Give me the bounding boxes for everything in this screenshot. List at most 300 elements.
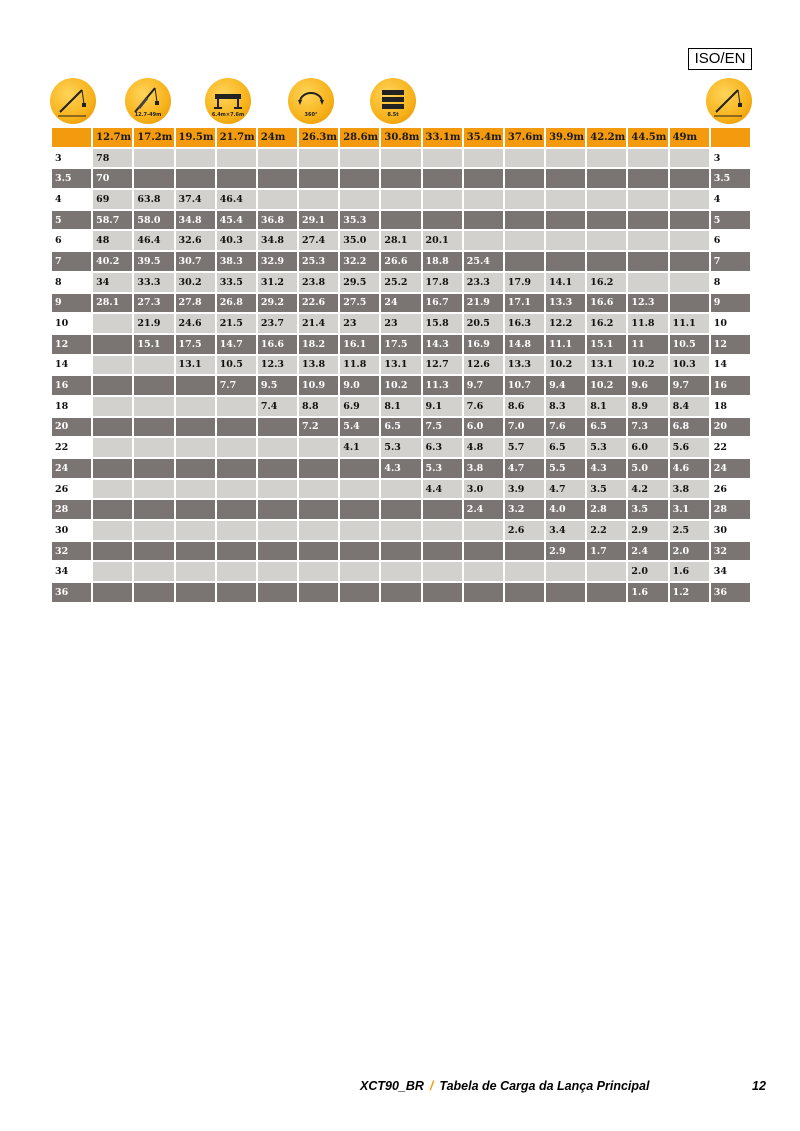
load-cell: [134, 169, 173, 190]
load-cell: 12.3: [258, 356, 297, 377]
radius-cell: 20: [52, 418, 91, 439]
load-cell: 10.9: [299, 376, 338, 397]
radius-cell: 24: [711, 459, 750, 480]
load-cell: [587, 211, 626, 232]
load-cell: [423, 169, 462, 190]
load-cell: [176, 583, 215, 604]
load-cell: 16.3: [505, 314, 544, 335]
load-cell: 4.7: [505, 459, 544, 480]
header-boom-length: 30.8m: [381, 128, 420, 149]
table-row: [52, 190, 750, 211]
load-cell: [628, 231, 667, 252]
radius-cell: 22: [52, 438, 91, 459]
load-cell: [134, 562, 173, 583]
load-cell: [505, 211, 544, 232]
header-radius-left: [52, 128, 91, 149]
load-cell: 4.1: [340, 438, 379, 459]
load-cell: 6.0: [464, 418, 503, 439]
load-cell: [340, 149, 379, 170]
radius-cell: 12: [711, 335, 750, 356]
radius-cell: 32: [52, 542, 91, 563]
load-cell: 21.5: [217, 314, 256, 335]
header-boom-length: 35.4m: [464, 128, 503, 149]
load-cell: 20.5: [464, 314, 503, 335]
load-cell: 11.1: [670, 314, 709, 335]
load-cell: [546, 231, 585, 252]
load-cell: 4.4: [423, 480, 462, 501]
load-cell: 23.7: [258, 314, 297, 335]
load-cell: 16.7: [423, 294, 462, 315]
load-cell: 4.2: [628, 480, 667, 501]
load-cell: 15.1: [587, 335, 626, 356]
table-row: [52, 418, 750, 439]
load-cell: 8.8: [299, 397, 338, 418]
load-cell: [258, 521, 297, 542]
load-cell: 17.5: [176, 335, 215, 356]
load-cell: [381, 149, 420, 170]
load-cell: 13.1: [587, 356, 626, 377]
load-cell: [258, 149, 297, 170]
load-cell: 7.2: [299, 418, 338, 439]
load-cell: [258, 459, 297, 480]
load-cell: 8.1: [381, 397, 420, 418]
load-cell: 5.0: [628, 459, 667, 480]
footer: [360, 1079, 760, 1093]
load-cell: 9.6: [628, 376, 667, 397]
load-cell: [258, 480, 297, 501]
load-cell: 17.1: [505, 294, 544, 315]
radius-cell: 36: [711, 583, 750, 604]
load-cell: 4.0: [546, 500, 585, 521]
load-cell: [134, 583, 173, 604]
load-cell: [505, 231, 544, 252]
radius-cell: 20: [711, 418, 750, 439]
load-cell: [423, 149, 462, 170]
load-cell: 13.1: [176, 356, 215, 377]
radius-cell: 7: [711, 252, 750, 273]
load-cell: 24: [381, 294, 420, 315]
load-chart-table: [50, 128, 752, 604]
load-cell: 11.8: [628, 314, 667, 335]
load-cell: [217, 149, 256, 170]
load-cell: [546, 190, 585, 211]
load-cell: [423, 583, 462, 604]
load-cell: [587, 149, 626, 170]
load-cell: 28.1: [93, 294, 132, 315]
load-cell: 12.7: [423, 356, 462, 377]
load-cell: 10.5: [670, 335, 709, 356]
table-header: [52, 128, 750, 149]
radius-cell: 26: [52, 480, 91, 501]
load-cell: 6.5: [587, 418, 626, 439]
header-boom-length: 26.3m: [299, 128, 338, 149]
load-cell: 7.5: [423, 418, 462, 439]
load-cell: 2.4: [628, 542, 667, 563]
load-cell: 34.8: [258, 231, 297, 252]
load-cell: 40.3: [217, 231, 256, 252]
load-cell: [423, 521, 462, 542]
load-cell: [93, 335, 132, 356]
load-cell: [217, 583, 256, 604]
load-cell: 17.5: [381, 335, 420, 356]
load-cell: 14.1: [546, 273, 585, 294]
load-cell: 35.0: [340, 231, 379, 252]
radius-cell: 34: [52, 562, 91, 583]
load-cell: [670, 169, 709, 190]
load-cell: [258, 583, 297, 604]
table-row: [52, 231, 750, 252]
load-cell: [134, 397, 173, 418]
load-cell: [381, 211, 420, 232]
load-cell: 5.3: [587, 438, 626, 459]
load-cell: 3.5: [587, 480, 626, 501]
load-cell: [546, 562, 585, 583]
load-cell: [628, 273, 667, 294]
load-cell: [587, 190, 626, 211]
load-cell: [464, 521, 503, 542]
load-cell: [381, 190, 420, 211]
table-row: [52, 169, 750, 190]
iso-en-badge: ISO/EN: [688, 48, 752, 70]
table-body: [52, 149, 750, 604]
load-cell: 1.6: [670, 562, 709, 583]
load-cell: 14.7: [217, 335, 256, 356]
load-cell: 2.5: [670, 521, 709, 542]
icon-caption: 360°: [304, 112, 318, 118]
load-cell: 16.6: [258, 335, 297, 356]
load-cell: [93, 314, 132, 335]
load-cell: [217, 459, 256, 480]
load-cell: 27.3: [134, 294, 173, 315]
load-cell: [381, 500, 420, 521]
load-cell: [217, 542, 256, 563]
icon-caption: 12.7-49m: [134, 112, 162, 118]
load-cell: 14.3: [423, 335, 462, 356]
load-cell: 29.1: [299, 211, 338, 232]
radius-cell: 30: [711, 521, 750, 542]
load-cell: [340, 480, 379, 501]
load-cell: [381, 562, 420, 583]
load-cell: [134, 542, 173, 563]
load-cell: 2.0: [628, 562, 667, 583]
load-cell: 21.9: [464, 294, 503, 315]
table-row: [52, 397, 750, 418]
table-row: [52, 294, 750, 315]
load-cell: 38.3: [217, 252, 256, 273]
load-cell: 9.7: [670, 376, 709, 397]
load-cell: [628, 190, 667, 211]
load-cell: 9.4: [546, 376, 585, 397]
load-cell: 10.2: [546, 356, 585, 377]
load-cell: [176, 376, 215, 397]
load-cell: 32.2: [340, 252, 379, 273]
load-cell: [505, 149, 544, 170]
load-cell: 2.6: [505, 521, 544, 542]
load-cell: 11.3: [423, 376, 462, 397]
load-cell: [93, 521, 132, 542]
header-boom-length: 44.5m: [628, 128, 667, 149]
load-cell: 13.1: [381, 356, 420, 377]
radius-cell: 22: [711, 438, 750, 459]
load-cell: [134, 459, 173, 480]
load-cell: 48: [93, 231, 132, 252]
load-cell: [217, 169, 256, 190]
table-row: [52, 438, 750, 459]
doc-title: Tabela de Carga da Lança Principal: [439, 1079, 650, 1093]
load-cell: [299, 542, 338, 563]
load-cell: 4.8: [464, 438, 503, 459]
load-cell: [587, 169, 626, 190]
header-boom-length: 39.9m: [546, 128, 585, 149]
load-cell: [176, 149, 215, 170]
load-cell: [546, 149, 585, 170]
radius-cell: 9: [52, 294, 91, 315]
load-cell: 22.6: [299, 294, 338, 315]
load-cell: 11.1: [546, 335, 585, 356]
load-cell: [340, 583, 379, 604]
load-cell: [340, 500, 379, 521]
load-cell: 29.5: [340, 273, 379, 294]
radius-cell: 32: [711, 542, 750, 563]
load-cell: 5.6: [670, 438, 709, 459]
radius-cell: 24: [52, 459, 91, 480]
load-cell: 58.0: [134, 211, 173, 232]
load-cell: [93, 356, 132, 377]
load-cell: [546, 211, 585, 232]
table-row: [52, 252, 750, 273]
load-cell: 3.4: [546, 521, 585, 542]
load-cell: [340, 521, 379, 542]
radius-cell: 14: [52, 356, 91, 377]
load-cell: 27.4: [299, 231, 338, 252]
load-cell: 30.7: [176, 252, 215, 273]
load-cell: [217, 397, 256, 418]
header-boom-length: 12.7m: [93, 128, 132, 149]
header-boom-length: 21.7m: [217, 128, 256, 149]
load-cell: [464, 542, 503, 563]
load-cell: 16.9: [464, 335, 503, 356]
icon-caption: 6.4m×7.6m: [211, 112, 245, 118]
load-cell: [546, 252, 585, 273]
load-cell: [176, 480, 215, 501]
radius-cell: 10: [711, 314, 750, 335]
load-cell: 46.4: [217, 190, 256, 211]
table-row: [52, 273, 750, 294]
load-cell: 7.0: [505, 418, 544, 439]
load-cell: [176, 459, 215, 480]
load-cell: [176, 418, 215, 439]
load-cell: [134, 418, 173, 439]
load-cell: [258, 500, 297, 521]
load-cell: [546, 583, 585, 604]
load-cell: [670, 190, 709, 211]
load-cell: 1.6: [628, 583, 667, 604]
load-cell: 15.1: [134, 335, 173, 356]
load-cell: [134, 376, 173, 397]
load-cell: 23: [340, 314, 379, 335]
load-cell: 3.2: [505, 500, 544, 521]
table-row: [52, 480, 750, 501]
load-cell: 9.7: [464, 376, 503, 397]
radius-cell: 12: [52, 335, 91, 356]
load-cell: 10.3: [670, 356, 709, 377]
radius-cell: 8: [52, 273, 91, 294]
load-cell: [340, 459, 379, 480]
load-cell: 34: [93, 273, 132, 294]
load-cell: 35.3: [340, 211, 379, 232]
table-row: [52, 500, 750, 521]
load-cell: [299, 169, 338, 190]
load-cell: 1.2: [670, 583, 709, 604]
load-cell: [217, 500, 256, 521]
load-cell: [423, 190, 462, 211]
load-cell: 27.8: [176, 294, 215, 315]
load-cell: 3.8: [670, 480, 709, 501]
outrigger-span-icon: [205, 78, 251, 124]
table-row: [52, 149, 750, 170]
load-cell: 25.3: [299, 252, 338, 273]
load-cell: 21.9: [134, 314, 173, 335]
header-boom-length: 42.2m: [587, 128, 626, 149]
load-cell: 23.3: [464, 273, 503, 294]
load-cell: 9.0: [340, 376, 379, 397]
load-cell: [217, 480, 256, 501]
load-cell: 32.9: [258, 252, 297, 273]
load-cell: [93, 583, 132, 604]
load-cell: 39.5: [134, 252, 173, 273]
header-boom-length: 49m: [670, 128, 709, 149]
load-cell: 6.5: [381, 418, 420, 439]
radius-cell: 8: [711, 273, 750, 294]
load-cell: [423, 500, 462, 521]
radius-cell: 4: [711, 190, 750, 211]
table-row: [52, 562, 750, 583]
load-cell: 26.6: [381, 252, 420, 273]
load-cell: [299, 583, 338, 604]
load-cell: [176, 562, 215, 583]
radius-cell: 28: [52, 500, 91, 521]
slewing-360-icon: [288, 78, 334, 124]
load-cell: [93, 459, 132, 480]
load-cell: [176, 438, 215, 459]
load-cell: [381, 480, 420, 501]
load-cell: 31.2: [258, 273, 297, 294]
load-cell: 4.3: [587, 459, 626, 480]
header-boom-length: 33.1m: [423, 128, 462, 149]
load-cell: 8.6: [505, 397, 544, 418]
load-cell: 4.3: [381, 459, 420, 480]
load-cell: 6.8: [670, 418, 709, 439]
load-cell: [176, 542, 215, 563]
load-cell: 7.6: [464, 397, 503, 418]
header-boom-length: 28.6m: [340, 128, 379, 149]
load-cell: 70: [93, 169, 132, 190]
radius-cell: 7: [52, 252, 91, 273]
load-cell: [93, 418, 132, 439]
load-cell: 3.1: [670, 500, 709, 521]
load-cell: [258, 169, 297, 190]
load-cell: [505, 562, 544, 583]
radius-cell: 10: [52, 314, 91, 335]
load-cell: [134, 149, 173, 170]
load-cell: 16.2: [587, 273, 626, 294]
load-cell: 5.4: [340, 418, 379, 439]
load-cell: [299, 500, 338, 521]
load-cell: 5.3: [423, 459, 462, 480]
load-cell: [464, 562, 503, 583]
table-row: [52, 459, 750, 480]
load-cell: 6.5: [546, 438, 585, 459]
load-cell: 26.8: [217, 294, 256, 315]
load-cell: 16.2: [587, 314, 626, 335]
load-cell: 33.5: [217, 273, 256, 294]
load-cell: 8.9: [628, 397, 667, 418]
load-cell: 17.9: [505, 273, 544, 294]
radius-cell: 3.5: [52, 169, 91, 190]
load-cell: 28.1: [381, 231, 420, 252]
radius-cell: 30: [52, 521, 91, 542]
table-row: [52, 583, 750, 604]
load-cell: 3.0: [464, 480, 503, 501]
radius-cell: 6: [52, 231, 91, 252]
load-cell: 10.2: [381, 376, 420, 397]
load-cell: [299, 149, 338, 170]
table-row: [52, 521, 750, 542]
page-number: 12: [752, 1079, 766, 1093]
load-cell: [505, 252, 544, 273]
load-cell: [505, 169, 544, 190]
load-cell: [217, 562, 256, 583]
load-cell: [587, 252, 626, 273]
load-cell: 5.5: [546, 459, 585, 480]
load-cell: 30.2: [176, 273, 215, 294]
load-cell: 2.0: [670, 542, 709, 563]
load-cell: 27.5: [340, 294, 379, 315]
load-cell: 40.2: [93, 252, 132, 273]
boom-telescope-range-icon: [125, 78, 171, 124]
load-cell: 29.2: [258, 294, 297, 315]
load-cell: 10.2: [628, 356, 667, 377]
load-cell: 34.8: [176, 211, 215, 232]
load-cell: [93, 438, 132, 459]
load-cell: 69: [93, 190, 132, 211]
load-cell: [423, 211, 462, 232]
load-cell: 9.5: [258, 376, 297, 397]
load-cell: [628, 149, 667, 170]
load-cell: [340, 542, 379, 563]
load-cell: 7.3: [628, 418, 667, 439]
load-cell: [587, 562, 626, 583]
table-row: [52, 356, 750, 377]
load-cell: [176, 169, 215, 190]
load-cell: [258, 190, 297, 211]
load-cell: 11: [628, 335, 667, 356]
load-cell: 3.5: [628, 500, 667, 521]
load-cell: [340, 169, 379, 190]
radius-cell: 14: [711, 356, 750, 377]
load-cell: 18.2: [299, 335, 338, 356]
load-cell: 25.4: [464, 252, 503, 273]
load-cell: 6.3: [423, 438, 462, 459]
load-cell: 10.7: [505, 376, 544, 397]
load-cell: 6.9: [340, 397, 379, 418]
load-cell: 8.4: [670, 397, 709, 418]
load-cell: [176, 521, 215, 542]
radius-cell: 36: [52, 583, 91, 604]
load-cell: [670, 273, 709, 294]
load-cell: 2.9: [628, 521, 667, 542]
load-cell: [299, 190, 338, 211]
